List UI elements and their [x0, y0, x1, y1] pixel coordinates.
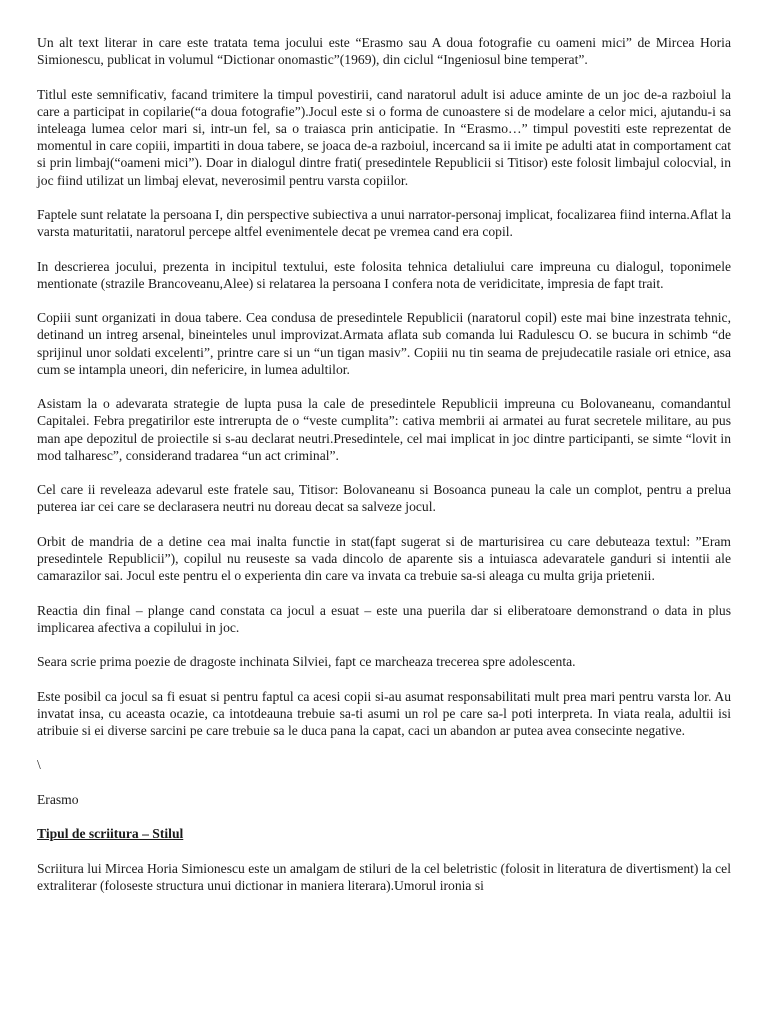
paragraph-narration: Faptele sunt relatate la persoana I, din perspective subiectiva a unui narrator-personaj implicat, focalizarea fiind interna.Aflat la varsta maturitatii, naratorul percepe altfel evenimentele decat pe vremea cand era copil.: [37, 207, 731, 240]
paragraph-titisor: Cel care ii reveleaza adevarul este fratele sau, Titisor: Bolovaneanu si Bosoanca puneau la cale un complot, pentru a prelua puterea iar cei care se declarasera neutri nu doreau decat sa salveze jocul.: [37, 482, 731, 515]
paragraph-two-camps: Copiii sunt organizati in doua tabere. Cea condusa de presedintele Republicii (naratorul copil) este mai bine inzestrata tehnic, detinand un intreg arsenal, bineinteles unul improvizat.Armata aflata sub comanda lui Radulescu O. se bucura in schimb “de sprijinul unor soldati excelenti”, printre care si un “un tigan masiv”. Copiii nu tin seama de prejudecatile rasiale ori etnice, asa cum se intampla uneori, din nefericire, in lumea adultilor.: [37, 310, 731, 377]
paragraph-responsibility: Este posibil ca jocul sa fi esuat si pentru faptul ca acesi copii si-au asumat responsabilitati mult prea mari pentru varsta lor. Au invatat insa, cu aceasta ocazie, ca intotdeauna trebuie sa-ti asumi un rol pe care sa-l poti interpreta. In viata reala, adultii isi atribuie si ei diverse sarcini pe care trebuie sa le duca pana la capat, caci un abandon ar putea avea consecinte negative.: [37, 688, 731, 738]
document-page: [37, 34, 731, 911]
paragraph-battle-strategy: Asistam la o adevarata strategie de lupta pusa la cale de presedintele Republicii impreuna cu Bolovaneanu, comandantul Capitalei. Febra pregatirilor este intrerupta de o “veste cumplita”: cativa membrii ai armatei au furat secretele militare, au pus man ape depozitul de proiectile si s-au declarat neutri.Presedintele, cel mai implicat in joc dintre participanti, se simte “lovit in mod talharesc”, considerand tradarea “un act criminal”.: [37, 396, 731, 463]
paragraph-style: Scriitura lui Mircea Horia Simionescu este un amalgam de stiluri de la cel beletristic (folosit in literatura de divertisment) la cel extraliterar (foloseste structura unui dictionar in maniera literara).Umorul ironia si: [37, 860, 731, 893]
paragraph-title-meaning: Titlul este semnificativ, facand trimitere la timpul povestirii, cand naratorul adult isi aduce aminte de un joc de-a razboiul la care a participat in copilarie(“a doua fotografie”).Jocul este si o forma de cunoastere si de modelare a celor mici, ajutandu-i sa inteleaga lumea celor mari si, intr-un fel, sa o traiasca prin anticipatie. In “Erasmo…” timpul povestiti este reprezentat de momentul in care copiii, impartiti in doua tabere, se joaca de-a razboiul, incercand sa ii imite pe adulti atat in comportament cat si prin limbaj(“oameni mici”). Doar in dialogul dintre frati( presedintele Republicii si Titisor) este folosit limbajul colocvial, in joc fiind utilizat un limbaj elevat, neverosimil pentru varsta copiilor.: [37, 86, 731, 188]
paragraph-pride: Orbit de mandria de a detine cea mai inalta functie in stat(fapt sugerat si de marturisirea cu care debuteaza textul: ”Eram presedintele Republicii”), copilul nu reuseste sa vada dincolo de aparente sis a intuiasca adevaratele ganduri si intentii ale camarazilor sai. Jocul este pentru el o experienta din care va invata ca trebuie sa-si aleaga cu multa grija prietenii.: [37, 533, 731, 584]
section-heading: Tipul de scriitura – Stilul: [37, 826, 184, 842]
paragraph-game-description: In descrierea jocului, prezenta in incipitul textului, este folosita tehnica detaliului care impreuna cu dialogul, toponimele mentionate (strazile Brancoveanu,Alee) si relatarea la persoana I confera nota de veridicitate, impresia de fapt trait.: [37, 258, 731, 291]
paragraph-intro: Un alt text literar in care este tratata tema jocului este “Erasmo sau A doua fotografie cu oameni mici” de Mircea Horia Simionescu, publicat in volumul “Dictionar onomastic”(1969), din ciclul “Ingeniosul bine temperat”.: [37, 35, 731, 68]
paragraph-final-reaction: Reactia din final – plange cand constata ca jocul a esuat – este una puerila dar si eliberatoare demonstrand o data in plus implicarea afectiva a copilului in joc.: [37, 602, 731, 635]
paragraph-first-poem: Seara scrie prima poezie de dragoste inchinata Silviei, fapt ce marcheaza trecerea spre adolescenta.: [37, 654, 576, 670]
erasmo-line: Erasmo: [37, 791, 79, 807]
backslash-line: \: [37, 757, 41, 773]
